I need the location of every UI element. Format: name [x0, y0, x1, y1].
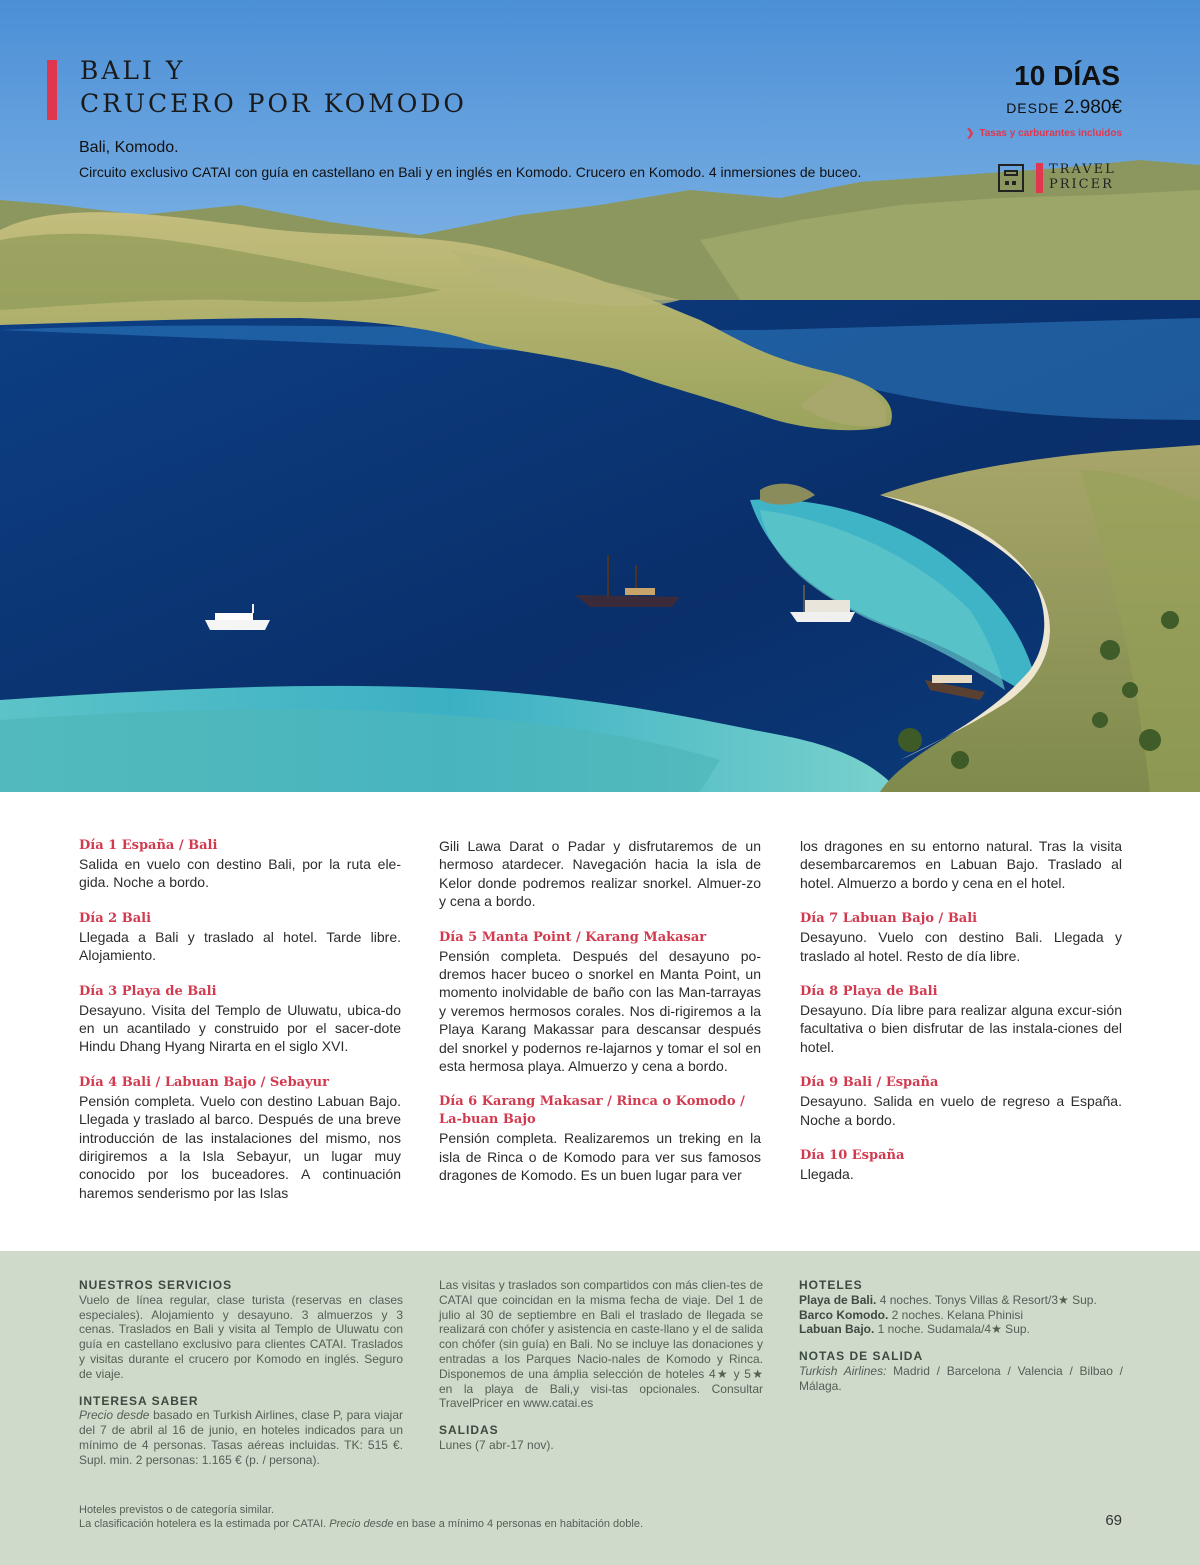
day-10-text: Llegada.	[800, 1166, 854, 1183]
interesa-paragraph	[79, 1408, 403, 1467]
interesa-em: Precio desde	[79, 1408, 150, 1423]
chevron-right-icon: ❯	[965, 128, 975, 139]
itinerary-column-2	[439, 837, 761, 1203]
day-10	[800, 1147, 1122, 1183]
notas-em: Turkish Airlines:	[799, 1363, 887, 1378]
info-column-2	[439, 1278, 763, 1453]
footer-line-2-em: Precio desde	[329, 1518, 394, 1530]
interesa-text: basado en Turkish Airlines, clase P, para viajar del 7 de abril al 16 de junio, en hoteles indicados para un mínimo de 4 personas. Tasas aéreas incluidas. TK: 515 €. Supl. min. 2 personas: 1.165 € (p. / persona).	[79, 1408, 403, 1467]
salidas-heading: SALIDAS	[439, 1423, 499, 1438]
day-7	[800, 910, 1122, 965]
day-8-title: Día 8 Playa de Bali	[800, 984, 938, 1000]
day-7-text: Desayuno. Vuelo con destino Bali. Llegada y traslado al hotel. Resto de día libre.	[800, 929, 1122, 964]
desde-label: DESDE	[1006, 100, 1060, 116]
day-2-text: Llegada a Bali y traslado al hotel. Tarde libre. Alojamiento.	[79, 928, 401, 964]
notas-text: Madrid / Barcelona / Valencia / Bilbao / Málaga.	[799, 1363, 1123, 1393]
day-6-text: Pensión completa. Realizaremos un treking en la isla de Rinca o de Komodo para ver sus famosos dragones de Komodo. Es un buen lugar para ver	[439, 1130, 761, 1184]
footer-line-2a: La clasificación hotelera es la estimada por CATAI.	[79, 1518, 330, 1530]
travel-pricer-line2: PRICER	[1049, 177, 1114, 192]
hotel-2-name: Barco Komodo.	[799, 1307, 889, 1322]
day-3-title: Día 3 Playa de Bali	[79, 983, 217, 999]
price-row	[1006, 97, 1122, 119]
day-6-continuation: los dragones en su entorno natural. Tras la visita desembarcaremos en Labuan Bajo. Traslado al hotel. Almuerzo a bordo y cena en el hotel.	[800, 838, 1122, 891]
day-3-text: Desayuno. Visita del Templo de Uluwatu, ubica-do en un acantilado y construido por el sacer-dote Hindu Dhang Hyang Nirarta en el siglo XVI.	[79, 1001, 401, 1055]
page-title-line2: CRUCERO POR KOMODO	[80, 89, 467, 118]
day-3	[79, 983, 401, 1056]
day-1-text: Salida en vuelo con destino Bali, por la ruta ele-gida. Noche a bordo.	[79, 856, 401, 891]
hotel-2-text: 2 noches. Kelana Phinisi	[888, 1307, 1024, 1322]
day-2-title: Día 2 Bali	[79, 910, 152, 926]
day-5-text: Pensión completa. Después del desayuno po-dremos hacer buceo o snorkel en Manta Point, un momento inolvidable de baño con las Man-tarrayas y veremos hermosos corales. Nos di-rigiremos a la Playa Karang Makassar para descansar después del snorkel y podernos re-lajarnos y tomar el sol en esta hermosa playa. Almuerzo y cena a bordo.	[439, 947, 761, 1075]
hotel-2	[799, 1308, 1123, 1323]
itinerary-column-3	[800, 837, 1122, 1201]
taxes-note	[966, 128, 1122, 139]
interesa-heading: INTERESA SABER	[79, 1393, 199, 1408]
day-4-title: Día 4 Bali / Labuan Bajo / Sebayur	[79, 1074, 329, 1090]
day-8-text: Desayuno. Día libre para realizar alguna excur-sión facultativa o bien disfrutar de las instala-ciones del hotel.	[800, 1002, 1122, 1055]
page-number: 69	[1105, 1512, 1122, 1529]
calculator-icon	[998, 164, 1024, 192]
hotel-1	[799, 1293, 1123, 1308]
day-4-continuation: Gili Lawa Darat o Padar y disfrutaremos de un hermoso atardecer. Navegación hacia la isla de Kelor donde podremos realizar snorkel. Almuer-zo y cena a bordo.	[439, 838, 761, 910]
footer-line-2b: en base a mínimo 4 personas en habitación doble.	[393, 1518, 643, 1530]
title-accent-bar	[47, 60, 57, 120]
hoteles-heading: HOTELES	[799, 1278, 863, 1292]
day-6-title: Día 6 Karang Makasar / Rinca o Komodo / La-buan Bajo	[439, 1094, 745, 1128]
places-subtitle: Bali, Komodo.	[79, 139, 179, 156]
page-title-line1: BALI Y	[80, 56, 186, 85]
info-column-1	[79, 1278, 403, 1468]
visitas-text: Las visitas y traslados son compartidos con más clien-tes de CATAI que coincidan en la misma fecha de viaje. Del 1 de julio al 30 de septiembre en Bali el traslado de llegada se realizará con chófer y asistencia en caste-llano y el de salida con chófer (sin guía) en Bali. No se incluye las donaciones y entradas a los Parques Nacio-nales de Komodo y Rinca. Disponemos de una ámplia selección de hoteles 4★ y 5★ en la playa de Bali,y visi-tas opcionales. Consultar TravelPricer en www.catai.es	[439, 1278, 763, 1411]
taxes-note-text: Tasas y carburantes incluidos	[979, 128, 1122, 139]
servicios-text: Vuelo de línea regular, clase turista (reservas en clases especiales). Alojamiento y desayuno. 3 almuerzos y 3 cenas. Traslados en Bali y visita al Templo de Uluwatu con guía en castellano exclusivo para clientes CATAI. Traslados y visitas durante el crucero por Komodo en inglés. Seguro de viaje.	[79, 1292, 403, 1381]
day-10-title: Día 10 España	[800, 1148, 905, 1164]
footer-line-1: Hoteles previstos o de categoría similar.	[79, 1504, 275, 1516]
day-2	[79, 910, 401, 965]
salidas-text: Lunes (7 abr-17 nov).	[439, 1437, 554, 1452]
day-6	[439, 1093, 761, 1184]
notas-paragraph	[799, 1364, 1123, 1394]
day-4-text: Pensión completa. Vuelo con destino Labuan Bajo. Llegada y traslado al barco. Después de una breve introducción de las instalaciones del mismo, nos dirigiremos a la Isla Sebayur, un lugar muy conocido por los buceadores. A continuación haremos senderismo por las Islas	[79, 1092, 401, 1201]
day-1	[79, 837, 401, 892]
travel-pricer-accent-bar	[1036, 163, 1043, 193]
hotel-1-text: 4 noches. Tonys Villas & Resort/3★ Sup.	[876, 1292, 1097, 1307]
hotel-3	[799, 1322, 1123, 1337]
day-9-text: Desayuno. Salida en vuelo de regreso a España. Noche a bordo.	[800, 1093, 1122, 1128]
day-1-title: Día 1 España / Bali	[79, 838, 218, 853]
day-7-title: Día 7 Labuan Bajo / Bali	[800, 911, 978, 927]
itinerary-column-1	[79, 837, 401, 1220]
notas-heading: NOTAS DE SALIDA	[799, 1349, 924, 1364]
day-9	[800, 1074, 1122, 1129]
hotel-3-name: Labuan Bajo.	[799, 1322, 875, 1337]
hotel-1-name: Playa de Bali.	[799, 1292, 877, 1307]
day-8	[800, 983, 1122, 1056]
day-9-title: Día 9 Bali / España	[800, 1075, 939, 1091]
price-amount: 2.980€	[1063, 97, 1122, 118]
info-column-3	[799, 1278, 1123, 1394]
servicios-heading: NUESTROS SERVICIOS	[79, 1278, 233, 1292]
trip-description: Circuito exclusivo CATAI con guía en castellano en Bali y en inglés en Komodo. Crucero en Komodo. 4 inmersiones de buceo.	[79, 164, 862, 180]
footer-notes	[79, 1503, 643, 1531]
day-5	[439, 929, 761, 1076]
hotel-3-text: 1 noche. Sudamala/4★ Sup.	[874, 1322, 1030, 1337]
footer-line-2	[79, 1517, 643, 1531]
day-4	[79, 1074, 401, 1202]
day-5-title: Día 5 Manta Point / Karang Makasar	[439, 929, 707, 945]
travel-pricer-line1: TRAVEL	[1049, 162, 1116, 177]
days-count: 10 DÍAS	[1014, 60, 1120, 91]
travel-pricer-logo	[998, 163, 1124, 193]
